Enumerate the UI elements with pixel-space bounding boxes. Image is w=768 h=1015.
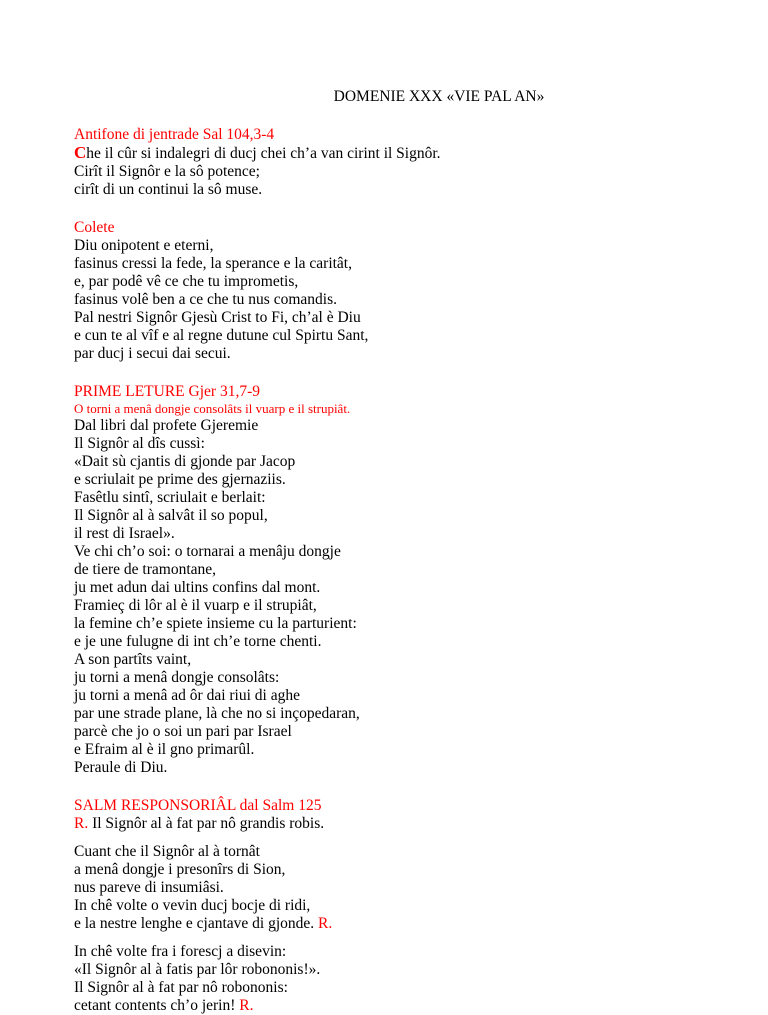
leture-line: e je une fulugne di int ch’e torne chenti. xyxy=(74,633,322,650)
leture-line: Il Signôr al à salvât il so popul, xyxy=(74,507,268,524)
stanza-line-text: e la nestre lenghe e cjantave di gjonde. xyxy=(74,915,319,932)
leture-line: il rest di Israel». xyxy=(74,525,175,542)
colete-line: Diu onipotent e eterni, xyxy=(74,237,214,254)
colete-line: fasinus volê ben a ce che tu nus comandis. xyxy=(74,291,337,308)
prime-leture-section xyxy=(74,383,714,777)
response-marker: R. xyxy=(74,815,89,832)
leture-line: Dal libri dal profete Gjeremie xyxy=(74,417,259,434)
response-marker: R. xyxy=(318,915,333,932)
stanza-line: «Il Signôr al à fatis par lôr robononis!». xyxy=(74,961,321,978)
leture-line: parcè che jo o soi un pari par Israel xyxy=(74,723,292,740)
document-page xyxy=(74,88,714,1015)
leture-line: e Efraim al è il gno primarûl. xyxy=(74,741,255,758)
leture-line: e scriulait pe prime des gjernaziis. xyxy=(74,471,286,488)
stanza-line: Il Signôr al à fat par nô robononis: xyxy=(74,979,288,996)
colete-line: e cun te al vîf e al regne dutune cul Spirtu Sant, xyxy=(74,327,369,344)
leture-line: ju torni a menâ ad ôr dai riui di aghe xyxy=(74,687,300,704)
colete-heading: Colete xyxy=(74,219,115,236)
colete-line: e, par podê vê ce che tu imprometis, xyxy=(74,273,299,290)
leture-line: A son partîts vaint, xyxy=(74,651,192,668)
leture-line: par une strade plane, là che no si inçopedaran, xyxy=(74,705,360,722)
leture-line: la femine ch’e spiete insieme cu la parturient: xyxy=(74,615,357,632)
colete-line: Pal nestri Signôr Gjesù Crist to Fi, ch’al è Diu xyxy=(74,309,361,326)
antifone-line: cirît di un continui la sô muse. xyxy=(74,181,263,198)
stanza-line: nus pareve di insumiâsi. xyxy=(74,879,224,896)
stanza-line-last xyxy=(74,997,714,1015)
leture-line: Peraule di Diu. xyxy=(74,759,168,776)
antifone-section xyxy=(74,126,714,199)
salm-section xyxy=(74,797,714,1015)
stanza-line: a menâ dongje i presonîrs di Sion, xyxy=(74,861,286,878)
leture-line: Ve chi ch’o soi: o tornarai a menâju dongje xyxy=(74,543,341,560)
leture-line: Fasêtlu sintî, scriulait e berlait: xyxy=(74,489,266,506)
leture-line: «Dait sù cjantis di gjonde par Jacop xyxy=(74,453,296,470)
stanza-line-last xyxy=(74,915,714,933)
stanza-line-text: cetant contents ch’o jerin! xyxy=(74,997,240,1014)
stanza-line: Cuant che il Signôr al à tornât xyxy=(74,843,260,860)
leture-line: Il Signôr al dîs cussì: xyxy=(74,435,205,452)
salm-stanza-2 xyxy=(74,943,714,1015)
antifone-heading: Antifone di jentrade Sal 104,3-4 xyxy=(74,126,275,143)
colete-line: fasinus cressi la fede, la sperance e la caritât, xyxy=(74,255,352,272)
leture-line: Framieç di lôr al è il vuarp e il strupiât, xyxy=(74,597,317,614)
prime-leture-subtitle: O torni a menâ dongje consolâts il vuarp e il strupiât. xyxy=(74,401,351,416)
leture-line: ju met adun dai ultins confins dal mont. xyxy=(74,579,321,596)
salm-stanza-1 xyxy=(74,843,714,933)
stanza-line: In chê volte o vevin ducj bocje di ridi, xyxy=(74,897,311,914)
salm-heading: SALM RESPONSORIÂL dal Salm 125 xyxy=(74,797,322,814)
prime-leture-heading: PRIME LETURE Gjer 31,7-9 xyxy=(74,383,260,400)
page-title: DOMENIE XXX «VIE PAL AN» xyxy=(333,88,545,105)
drop-initial: C xyxy=(74,143,87,162)
response-text: Il Signôr al à fat par nô grandis robis. xyxy=(88,815,325,832)
leture-line: ju torni a menâ dongje consolâts: xyxy=(74,669,280,686)
antifone-first-rest: he il cûr si indalegri di ducj chei ch’a van cirint il Signôr. xyxy=(86,145,441,162)
stanza-line: In chê volte fra i forescj a disevin: xyxy=(74,943,287,960)
salm-response xyxy=(74,815,714,833)
antifone-first-line xyxy=(74,144,714,163)
antifone-line: Cirît il Signôr e la sô potence; xyxy=(74,163,260,180)
colete-section xyxy=(74,219,714,363)
leture-line: de tiere de tramontane, xyxy=(74,561,217,578)
response-marker: R. xyxy=(239,997,254,1014)
colete-line: par ducj i secui dai secui. xyxy=(74,345,231,362)
